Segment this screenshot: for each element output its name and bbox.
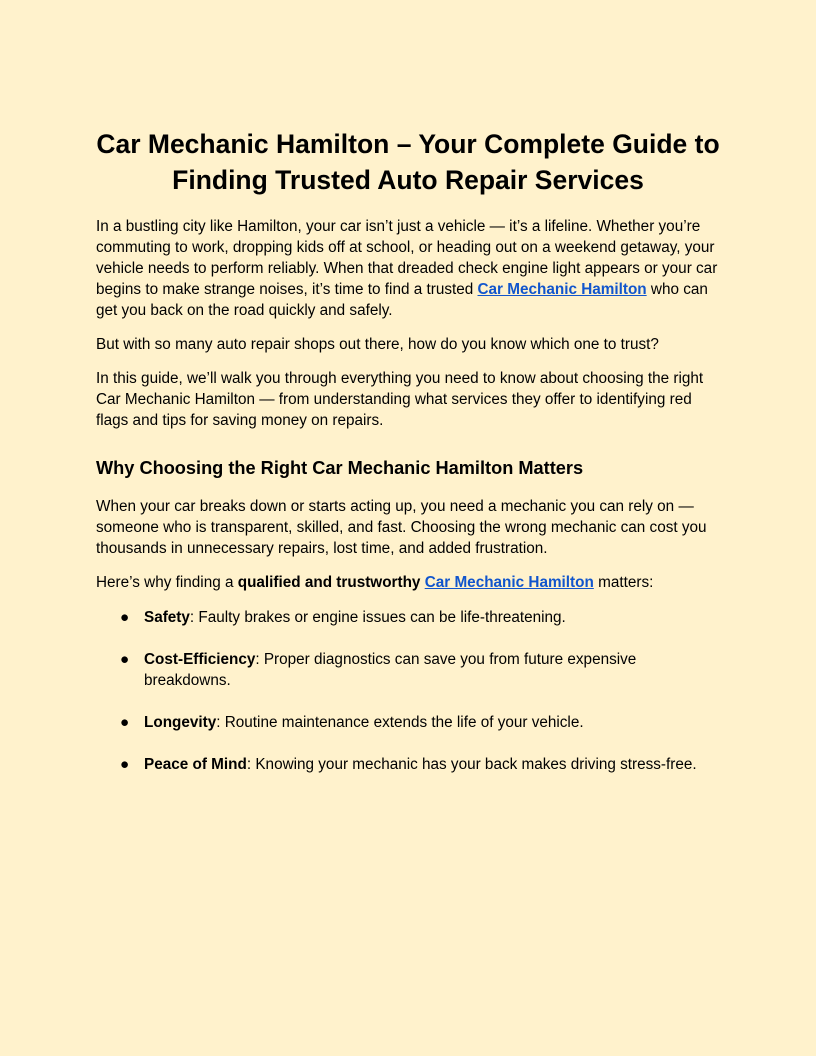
section-heading: Why Choosing the Right Car Mechanic Hamilton Matters: [96, 458, 584, 478]
list-item: [96, 649, 720, 691]
list-item-desc: : Routine maintenance extends the life of your vehicle.: [216, 714, 584, 731]
lead-text-before: Here’s why finding a: [96, 574, 238, 591]
guide-paragraph: In this guide, we’ll walk you through everything you need to know about choosing the right Car Mechanic Hamilton — from understanding what services they offer to identifying red flags and tips for saving money on repairs.: [96, 370, 704, 429]
list-item-term: Safety: [144, 609, 190, 626]
list-item-desc: : Faulty brakes or engine issues can be life-threatening.: [189, 609, 566, 626]
list-item-desc: : Proper diagnostics can save you from future expensive breakdowns.: [144, 651, 637, 689]
section-paragraph: When your car breaks down or starts acting up, you need a mechanic you can rely on — someone who is transparent, skilled, and fast. Choosing the wrong mechanic can cost you thousands in unnecessary repairs, lost time, and added frustration.: [96, 498, 707, 557]
list-item-term: Longevity: [144, 714, 217, 731]
intro-paragraph: [96, 216, 720, 321]
intro-text-after-link: who can get you back on the road quickly and safely.: [96, 281, 708, 319]
question-paragraph: But with so many auto repair shops out there, how do you know which one to trust?: [96, 336, 659, 353]
car-mechanic-hamilton-link-2[interactable]: Car Mechanic Hamilton: [424, 574, 594, 591]
intro-text-before-link: In a bustling city like Hamilton, your car isn’t just a vehicle — it’s a lifeline. Whether you’re commuting to work, dropping kids off at school, or heading out on a weekend getaway, your vehicle needs to perform reliably. When that dreaded check engine light appears or your car begins to make strange noises, it’s time to find a trusted: [96, 218, 718, 298]
list-item: [96, 607, 720, 628]
benefits-list: [96, 607, 720, 775]
document-page: [96, 126, 720, 796]
lead-bold-text: qualified and trustworthy: [237, 574, 421, 591]
bullet-icon: ●: [120, 651, 130, 668]
bullet-icon: ●: [120, 609, 130, 626]
list-item-desc: : Knowing your mechanic has your back makes driving stress-free.: [246, 756, 697, 773]
list-item: [96, 754, 720, 775]
list-item: [96, 712, 720, 733]
section-lead: [96, 572, 720, 593]
bullet-icon: ●: [120, 756, 130, 773]
page-title: Car Mechanic Hamilton – Your Complete Guide to Finding Trusted Auto Repair Services: [96, 129, 720, 195]
bullet-icon: ●: [120, 714, 130, 731]
lead-text-after: matters:: [593, 574, 654, 591]
car-mechanic-hamilton-link[interactable]: Car Mechanic Hamilton: [477, 281, 647, 298]
list-item-term: Peace of Mind: [144, 756, 247, 773]
list-item-term: Cost-Efficiency: [144, 651, 256, 668]
